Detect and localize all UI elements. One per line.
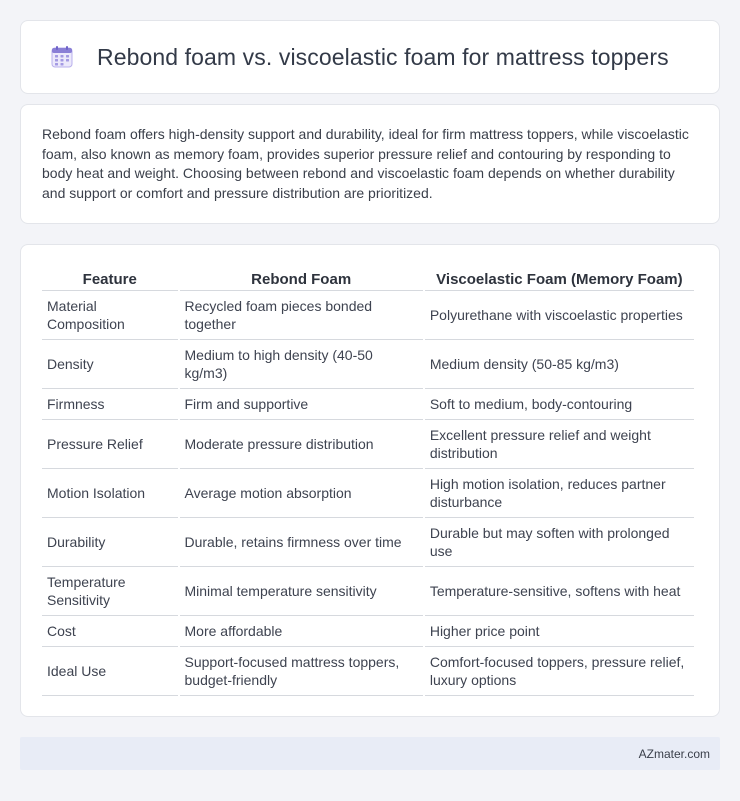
viscoelastic-cell: Excellent pressure relief and weight distribution (425, 420, 694, 469)
table-row (42, 518, 694, 567)
footer-bar (20, 737, 720, 770)
comparison-card (20, 244, 720, 717)
table-row (42, 647, 694, 696)
feature-cell: Firmness (42, 389, 178, 420)
table-header-row (42, 267, 694, 291)
viscoelastic-cell: Higher price point (425, 616, 694, 647)
column-header-viscoelastic: Viscoelastic Foam (Memory Foam) (425, 267, 694, 291)
column-header-feature: Feature (42, 267, 178, 291)
feature-cell: Pressure Relief (42, 420, 178, 469)
table-row (42, 420, 694, 469)
table-row (42, 340, 694, 389)
page-title: Rebond foam vs. viscoelastic foam for mattress toppers (97, 43, 669, 70)
rebond-cell: More affordable (180, 616, 423, 647)
column-header-rebond: Rebond Foam (180, 267, 423, 291)
feature-cell: Density (42, 340, 178, 389)
rebond-cell: Average motion absorption (180, 469, 423, 518)
calendar-icon (49, 44, 75, 70)
viscoelastic-cell: Soft to medium, body-contouring (425, 389, 694, 420)
feature-cell: Temperature Sensitivity (42, 567, 178, 616)
feature-cell: Ideal Use (42, 647, 178, 696)
feature-cell: Material Composition (42, 291, 178, 340)
rebond-cell: Support-focused mattress toppers, budget-friendly (180, 647, 423, 696)
rebond-cell: Moderate pressure distribution (180, 420, 423, 469)
table-row (42, 469, 694, 518)
intro-paragraph: Rebond foam offers high-density support and durability, ideal for firm mattress toppers, while viscoelastic foam, also known as memory foam, provides superior pressure relief and contouring by responding to body heat and weight. Choosing between rebond and viscoelastic foam depends on whether durability and support or comfort and pressure distribution are prioritized. (42, 126, 689, 201)
rebond-cell: Minimal temperature sensitivity (180, 567, 423, 616)
viscoelastic-cell: High motion isolation, reduces partner disturbance (425, 469, 694, 518)
rebond-cell: Medium to high density (40-50 kg/m3) (180, 340, 423, 389)
footer-site-name: AZmater.com (638, 746, 710, 761)
feature-cell: Cost (42, 616, 178, 647)
viscoelastic-cell: Polyurethane with viscoelastic properties (425, 291, 694, 340)
table-row (42, 616, 694, 647)
intro-card (20, 104, 720, 224)
rebond-cell: Recycled foam pieces bonded together (180, 291, 423, 340)
feature-cell: Motion Isolation (42, 469, 178, 518)
feature-cell: Durability (42, 518, 178, 567)
rebond-cell: Durable, retains firmness over time (180, 518, 423, 567)
table-row (42, 291, 694, 340)
viscoelastic-cell: Temperature-sensitive, softens with heat (425, 567, 694, 616)
viscoelastic-cell: Comfort-focused toppers, pressure relief, luxury options (425, 647, 694, 696)
viscoelastic-cell: Durable but may soften with prolonged use (425, 518, 694, 567)
table-row (42, 567, 694, 616)
title-card (20, 20, 720, 94)
comparison-table (40, 267, 696, 696)
viscoelastic-cell: Medium density (50-85 kg/m3) (425, 340, 694, 389)
rebond-cell: Firm and supportive (180, 389, 423, 420)
table-row (42, 389, 694, 420)
